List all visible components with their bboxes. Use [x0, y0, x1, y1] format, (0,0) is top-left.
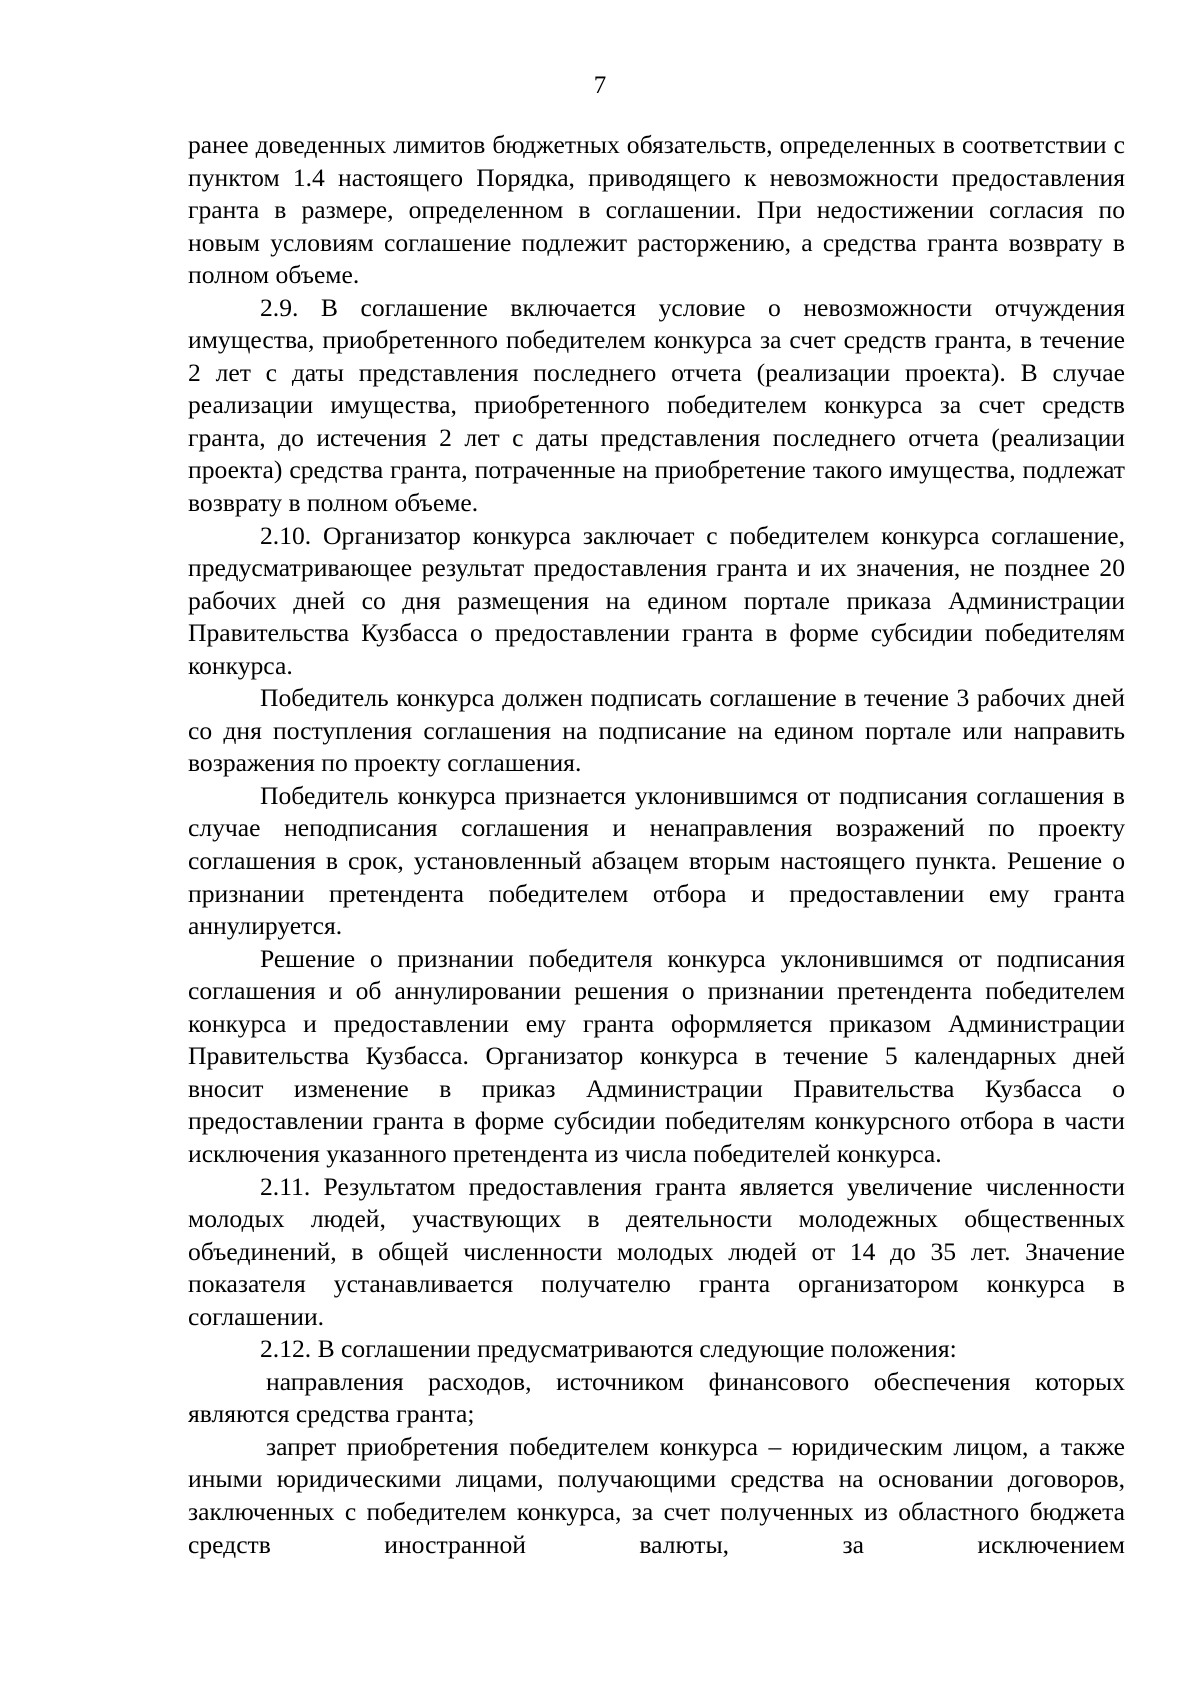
paragraph-2-12: 2.12. В соглашении предусматриваются следующие положения: [260, 1334, 957, 1364]
paragraph-expense-directions: направления расходов, источником финансового обеспечения которых являются средства гранта; [188, 1366, 1125, 1429]
paragraph-signing-deadline: Победитель конкурса должен подписать соглашение в течение 3 рабочих дней со дня поступления соглашения на подписание на едином портале или направить возражения по проекту соглашения. [188, 683, 1125, 778]
paragraph-evasion: Победитель конкурса признается уклонившимся от подписания соглашения в случае неподписания соглашения и ненаправления возражений по проекту соглашения в срок, установленный абзацем вторым настоящего пункта. Решение о признании претендента победителем отбора и предоставлении ему гранта аннулируется. [188, 780, 1125, 941]
paragraph-2-11: 2.11. Результатом предоставления гранта является увеличение численности молодых людей, участвующих в деятельности молодежных общественных объединений, в общей численности молодых людей от 14 до 35 лет. Значение показателя устанавливается получателю гранта организатором конкурса в соглашении. [188, 1171, 1125, 1331]
paragraph-continuation: ранее доведенных лимитов бюджетных обязательств, определенных в соответствии с пунктом 1.4 настоящего Порядка, приводящего к невозможности предоставления гранта в размере, определенном в соглашении. При недостижении согласия по новым условиям соглашение подлежит расторжению, а средства гранта возврату в полном объеме. [188, 130, 1125, 290]
paragraph-2-9: 2.9. В соглашение включается условие о невозможности отчуждения имущества, приобретенного победителем конкурса за счет средств гранта, в течение 2 лет с даты представления последнего отчета (реализации проекта). В случае реализации имущества, приобретенного победителем конкурса за счет средств гранта, до истечения 2 лет с даты представления последнего отчета (реализации проекта) средства гранта, потраченные на приобретение такого имущества, подлежат возврату в полном объеме. [188, 292, 1125, 518]
page-number: 7 [593, 72, 607, 99]
paragraph-2-10: 2.10. Организатор конкурса заключает с победителем конкурса соглашение, предусматривающее результат предоставления гранта и их значения, не позднее 20 рабочих дней со дня размещения на едином портале приказа Администрации Правительства Кузбасса о предоставлении гранта в форме субсидии победителям конкурса. [188, 520, 1125, 680]
document-body [188, 129, 1125, 1561]
paragraph-decision: Решение о признании победителя конкурса уклонившимся от подписания соглашения и об аннулировании решения о признании претендента победителем конкурса и предоставлении ему гранта оформляется приказом Администрации Правительства Кузбасса. Организатор конкурса в течение 5 календарных дней вносит изменение в приказ Администрации Правительства Кузбасса о предоставлении гранта в форме субсидии победителям конкурсного отбора в части исключения указанного претендента из числа победителей конкурса. [188, 943, 1125, 1168]
paragraph-currency-ban: запрет приобретения победителем конкурса – юридическим лицом, а также иными юридическими лицами, получающими средства на основании договоров, заключенных с победителем конкурса, за счет полученных из областного бюджета средств иностранной валюты, за исключением [188, 1431, 1125, 1559]
